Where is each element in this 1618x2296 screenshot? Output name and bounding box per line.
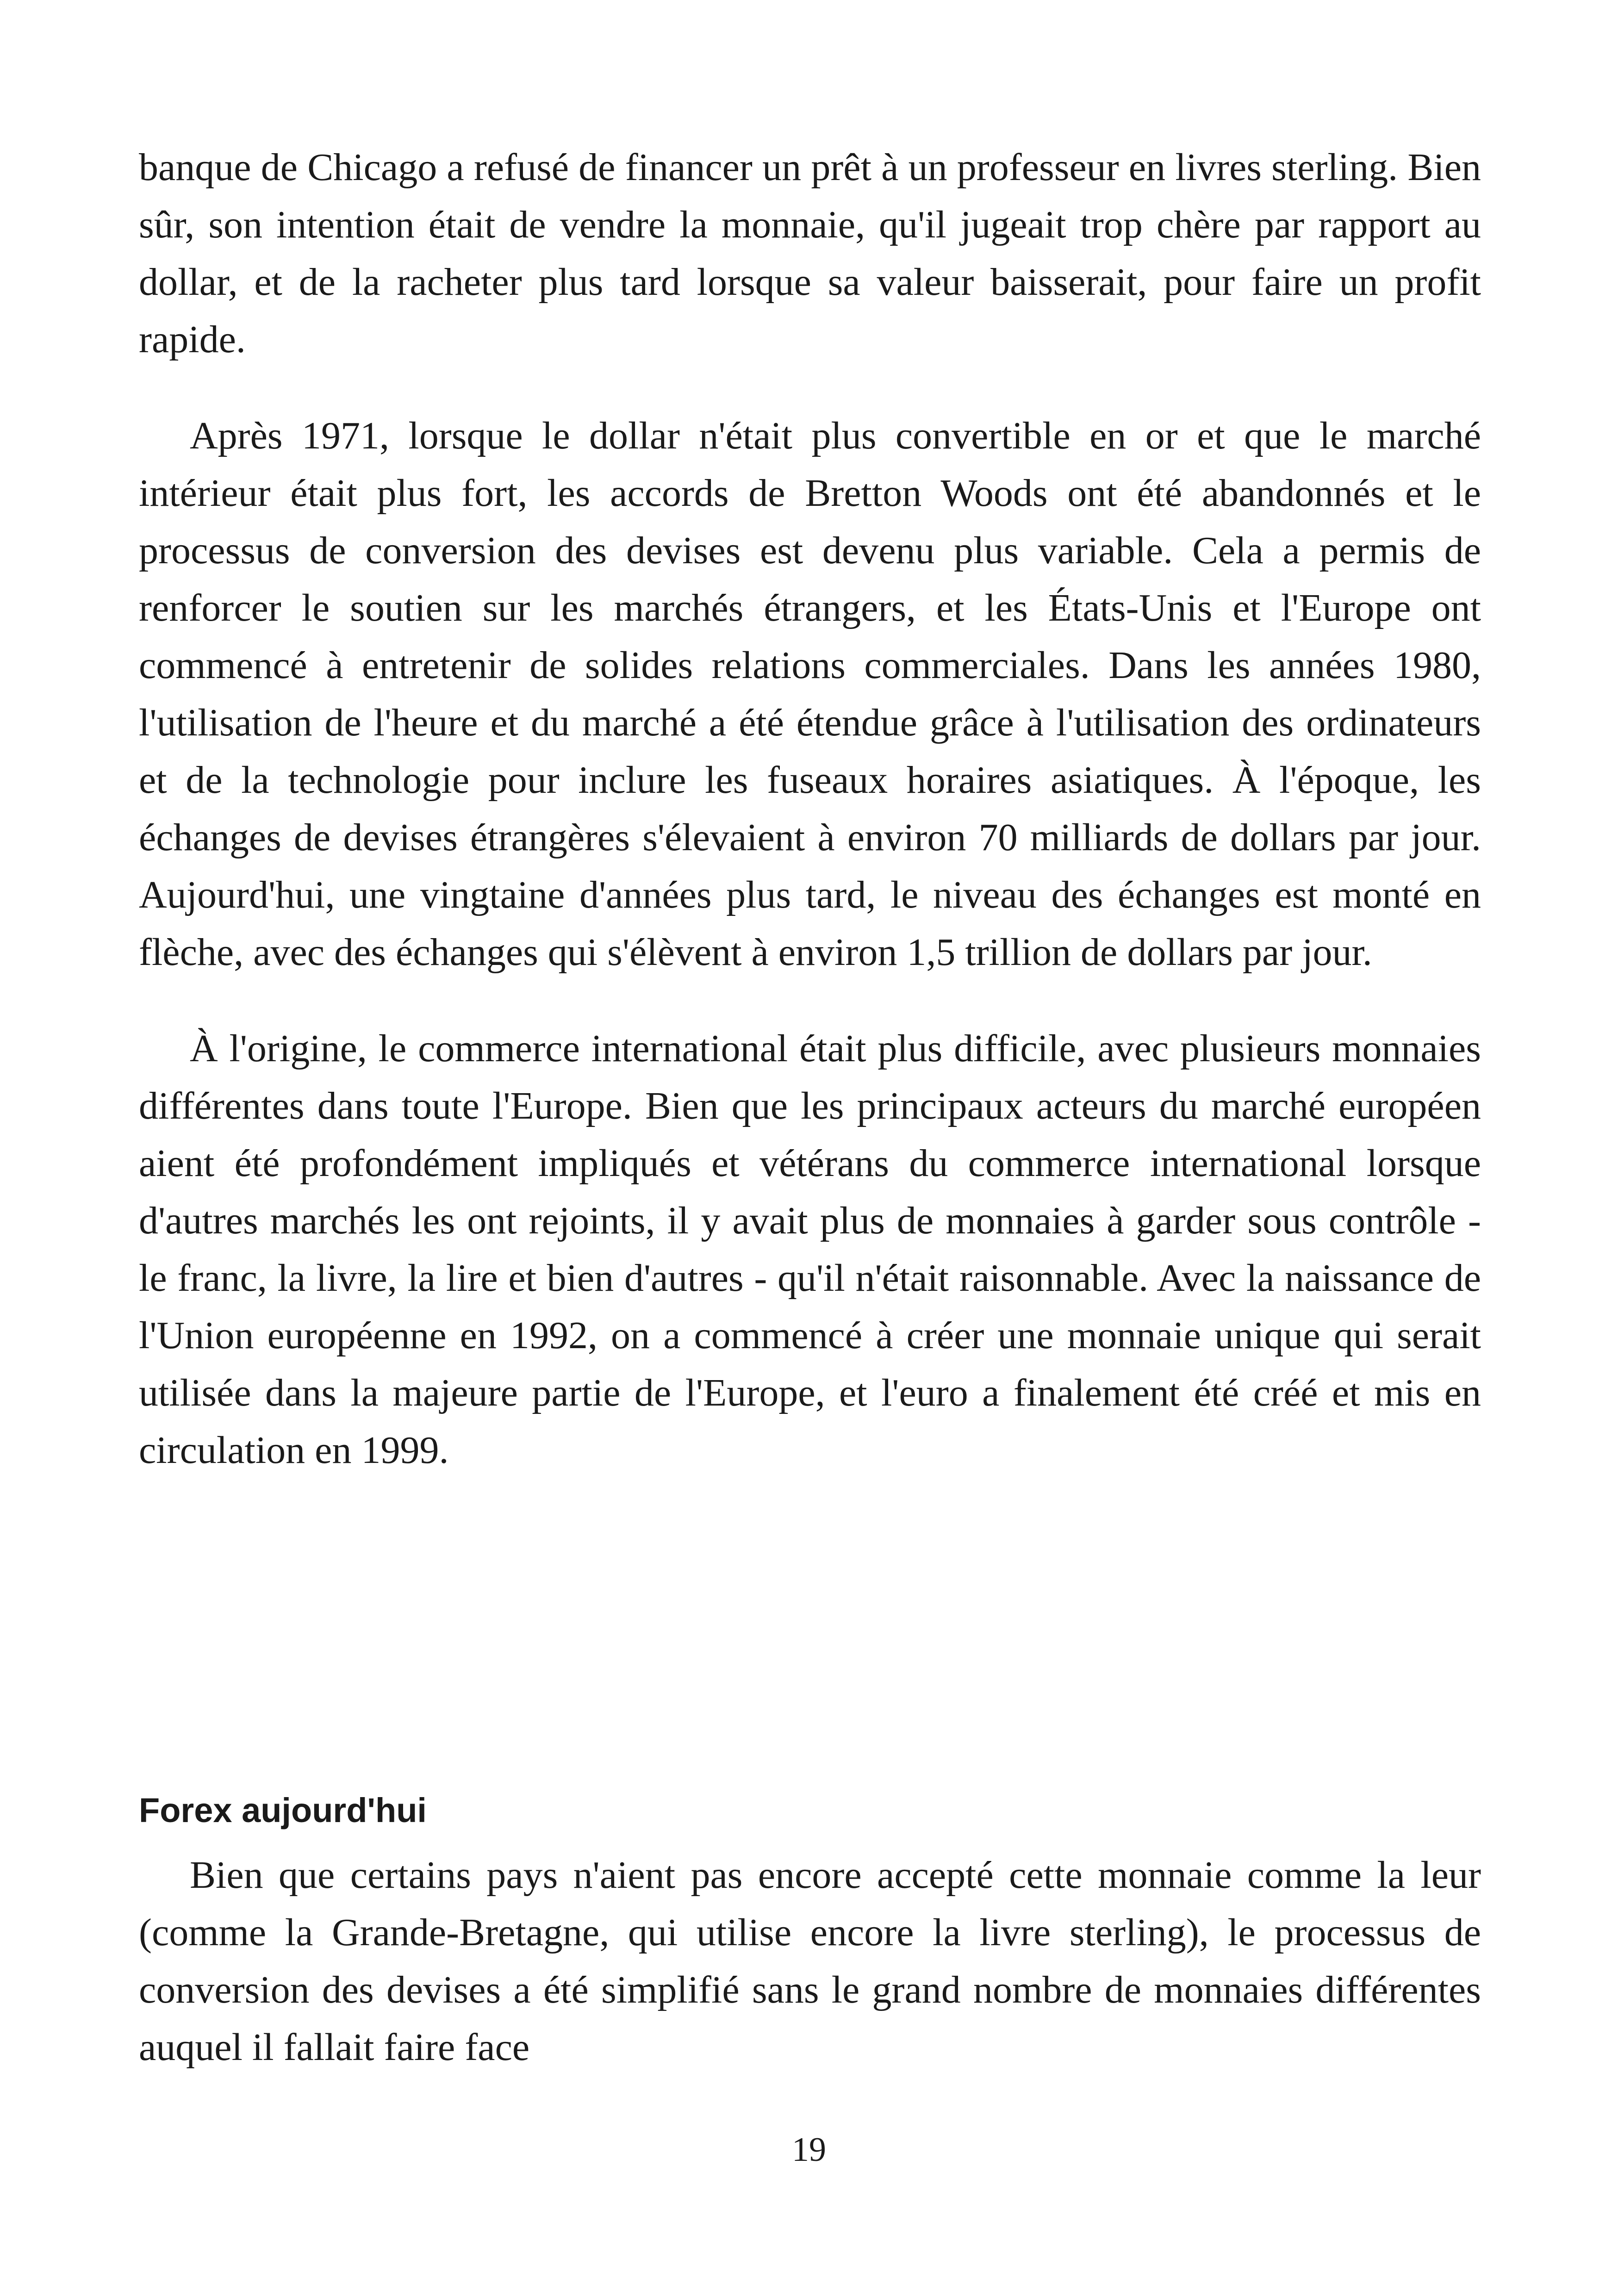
page-body: [139, 139, 1481, 1479]
paragraph-euro-origin: À l'origine, le commerce international était plus difficile, avec plusieurs monnaies différentes dans toute l'Europe. Bien que les principaux acteurs du marché européen aient été profondément impliqués et vétérans du commerce international lorsque d'autres marchés les ont rejoints, il y avait plus de monnaies à garder sous contrôle - le franc, la livre, la lire et bien d'autres - qu'il n'était raisonnable. Avec la naissance de l'Union européenne en 1992, on a commencé à créer une monnaie unique qui serait utilisée dans la majeure partie de l'Europe, et l'euro a finalement été créé et mis en circulation en 1999.: [139, 1027, 1481, 1472]
section-body: [139, 1847, 1481, 2076]
paragraph-forex-today: Bien que certains pays n'aient pas encore accepté cette monnaie comme la leur (comme la Grande-Bretagne, qui utilise encore la livre sterling), le processus de conversion des devises a été simplifié sans le grand nombre de monnaies différentes auquel il fallait faire face: [139, 1854, 1481, 2069]
paragraph-spacer: [139, 368, 1481, 407]
section-heading: Forex aujourd'hui: [139, 1791, 427, 1829]
paragraph-spacer: [139, 981, 1481, 1020]
paragraph-bretton-woods: Après 1971, lorsque le dollar n'était plus convertible en or et que le marché intérieur était plus fort, les accords de Bretton Woods ont été abandonnés et le processus de conversion des devises est devenu plus variable. Cela a permis de renforcer le soutien sur les marchés étrangers, et les États-Unis et l'Europe ont commencé à entretenir de solides relations commerciales. Dans les années 1980, l'utilisation de l'heure et du marché a été étendue grâce à l'utilisation des ordinateurs et de la technologie pour inclure les fuseaux horaires asiatiques. À l'époque, les échanges de devises étrangères s'élevaient à environ 70 milliards de dollars par jour. Aujourd'hui, une vingtaine d'années plus tard, le niveau des échanges est monté en flèche, avec des échanges qui s'élèvent à environ 1,5 trillion de dollars par jour.: [139, 414, 1481, 974]
paragraph-continuation: banque de Chicago a refusé de financer un prêt à un professeur en livres sterling. Bien sûr, son intention était de vendre la monnaie, qu'il jugeait trop chère par rapport au dollar, et de la racheter plus tard lorsque sa valeur baisserait, pour faire un profit rapide.: [139, 146, 1481, 361]
page-number: 19: [792, 2131, 826, 2169]
